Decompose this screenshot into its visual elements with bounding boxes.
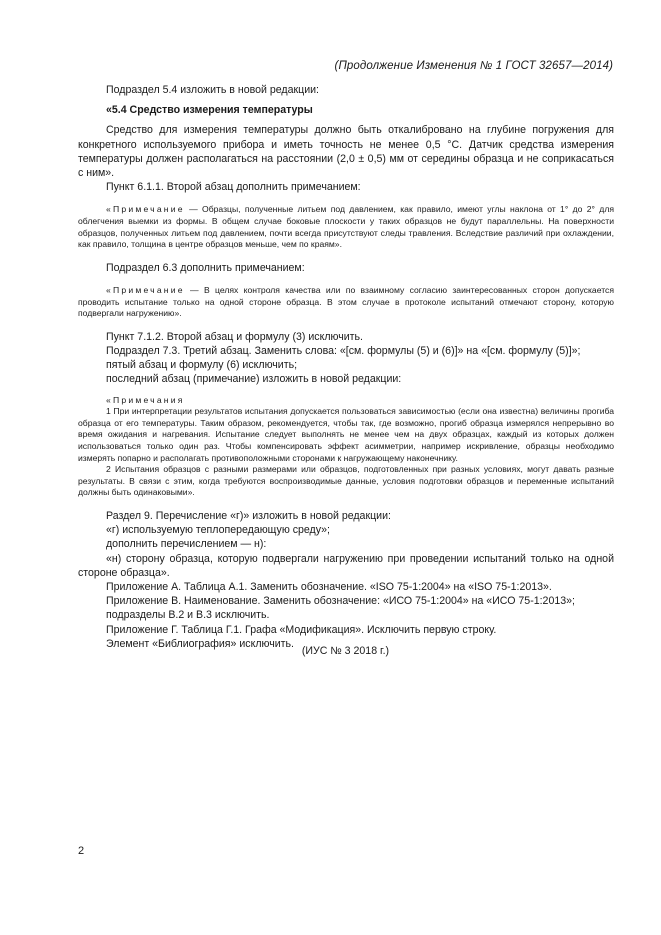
notes-label: «Примечания [106,394,185,405]
paragraph-9-b: дополнить перечислением — н): [106,538,267,551]
section-heading-5-4: «5.4 Средство измерения температуры [106,104,313,117]
paragraph-appendix-g: Приложение Г. Таблица Г.1. Графа «Модификация». Исключить первую строку. [106,623,497,636]
page-header: (Продолжение Изменения № 1 ГОСТ 32657—2014) [334,60,613,72]
paragraph-9: Раздел 9. Перечисление «г)» изложить в новой редакции: [106,509,391,522]
note-label: «Примечание [106,204,185,215]
page-number: 2 [78,845,85,857]
paragraph-7-3-b: пятый абзац и формулу (6) исключить; [106,359,298,372]
paragraph-7-3: Подраздел 7.3. Третий абзац. Заменить слова: «[см. формулы (5) и (6)]» на «[см. формулу (5)]»; [106,344,581,357]
paragraph-appendix-a: Приложение А. Таблица А.1. Заменить обозначение. «ISO 75-1:2004» на «ISO 75-1:2013». [106,580,552,593]
note-7-3-2: 2 Испытания образцов с разными размерами или образцов, подготовленных при разных условиях, могут давать разные результаты. В связи с этим, когда требуются воспроизводимые данные, условия подготовки образцов и переменные испытаний должны быть одинаковыми». [78,464,614,498]
note-text: — В целях контроля качества или по взаимному согласию заинтересованных сторон допускается проводить испытание только на одной стороне образца. В этом случае в протоколе испытаний отмечают сторону, которую подвергали нагружению». [78,285,614,319]
paragraph-7-1-2: Пункт 7.1.2. Второй абзац и формулу (3) исключить. [106,330,363,343]
paragraph-6-1-1: Пункт 6.1.1. Второй абзац дополнить примечанием: [106,181,361,194]
paragraph-appendix-b-2: подразделы В.2 и В.3 исключить. [106,609,270,622]
paragraph-9-c: «н) сторону образца, которую подвергали нагружению при проведении испытаний только на одной стороне образца». [78,552,614,579]
paragraph-5-4-text: Средство для измерения температуры должно быть откалибровано на глубине погружения для конкретного используемого прибора и иметь точность не менее 0,5 °С. Датчик средства измерения температуры должен располагаться на расстоянии (2,0 ± 0,5) мм от середины образца и не соприкасаться с ним». [78,124,614,180]
paragraph-appendix-b: Приложение В. Наименование. Заменить обозначение: «ИСО 75-1:2004» на «ИСО 75-1:2013»; [106,595,575,608]
note-6-3 [78,285,614,320]
paragraph-6-3: Подраздел 6.3 дополнить примечанием: [106,261,305,274]
note-label: «Примечание [106,285,185,295]
note-text: — Образцы, полученные литьем под давлением, как правило, имеют углы наклона от 1° до 2° для облегчения выемки из формы. В общем случае боковые плоскости у таких образцов не будут параллельны. На поверхности образцов, полученных литьем под давлением, почти всегда присутствуют следы травления. Вследствие различий при охлаждении, как правило, толщина в центре образцов меньше, чем по краям». [78,204,614,250]
ius-reference: (ИУС № 3 2018 г.) [301,645,390,657]
paragraph-5-4-intro: Подраздел 5.4 изложить в новой редакции: [106,84,319,96]
paragraph-7-3-c: последний абзац (примечание) изложить в новой редакции: [106,373,402,386]
note-6-1-1 [78,204,614,250]
document-body [78,83,614,651]
paragraph-bibliography: Элемент «Библиография» исключить. [106,637,294,650]
note-7-3-1: 1 При интерпретации результатов испытания допускается пользоваться зависимостью (если она известна) величины прогиба образца от его температуры. Таким образом, рекомендуется, чтобы так, где возможно, прогиб образца измерялся непрерывно во время ожидания и нагревания. Испытание следует выполнять не менее чем на двух образцах, каждый из которых должен использоваться только один раз. Чтобы компенсировать эффект асимметрии, например искривление, образцы необходимо измерять попарно и располагать противоположными сторонами к нагружающему наконечнику. [78,406,614,463]
paragraph-9-a: «г) используемую теплопередающую среду»; [106,524,330,537]
